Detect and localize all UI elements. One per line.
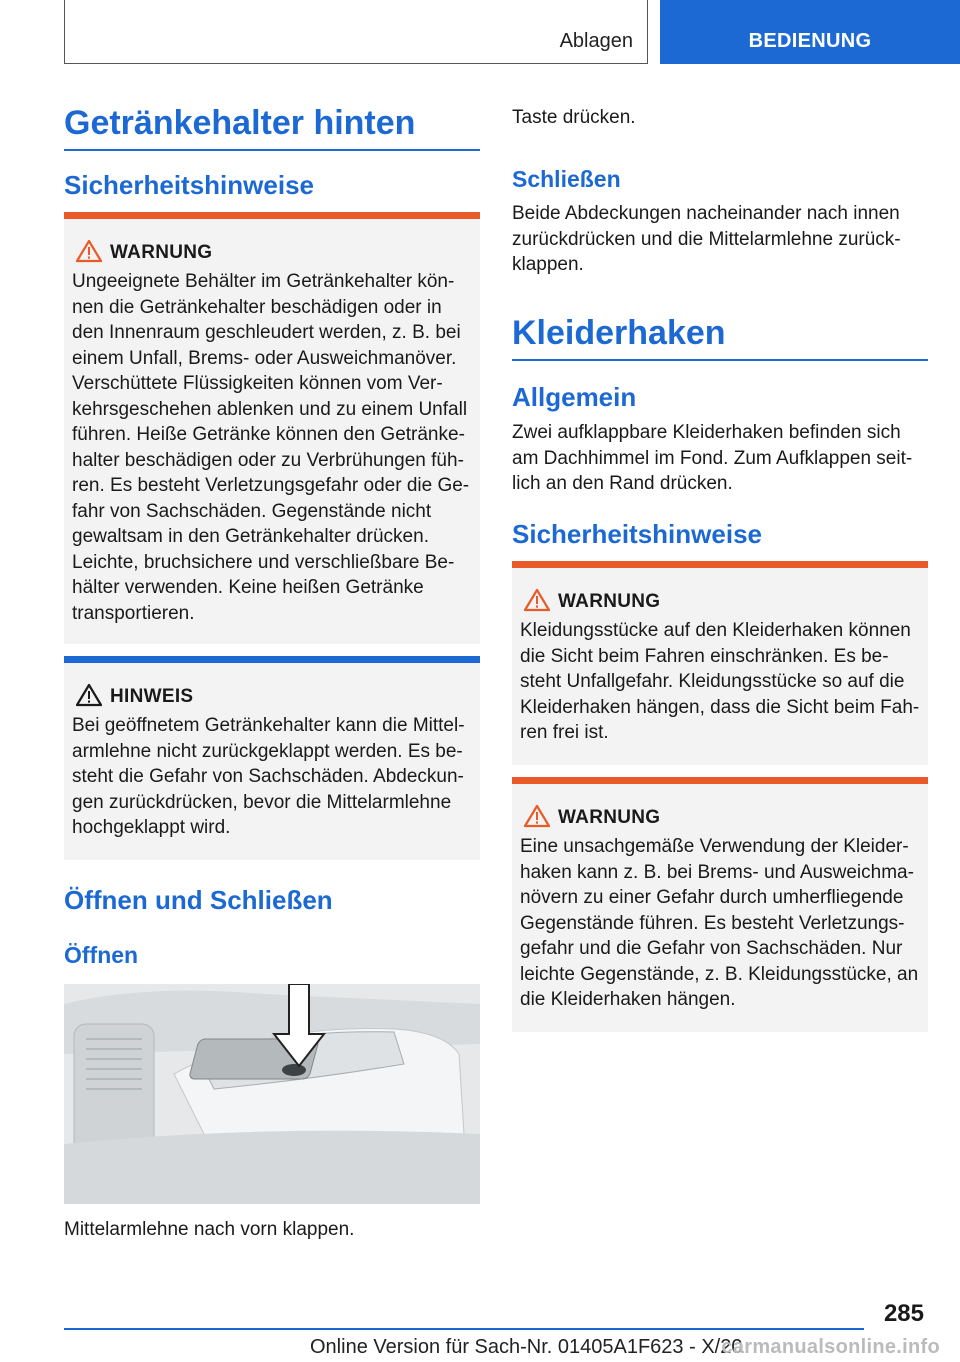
heading-open: Öffnen [64,942,139,968]
warning-text: Kleidungsstücke auf den Kleiderhaken können die Sicht beim Fahren einschränken. Es be- steht Unfallgefahr. Kleidungsstücke so auf die Kleiderhaken hängen, dass die Sicht beim Fah- ren frei ist. [520,620,920,743]
photo-caption: Mittelarmlehne nach vorn klappen. [64,1219,355,1240]
warning-box-cupholder [64,212,480,644]
warning-box-hooks-1 [512,561,928,765]
footer-online-version: Online Version für Sach-Nr. 01405A1F623 - X/20 [310,1336,743,1358]
footer-rule [64,1328,864,1330]
warning-triangle-icon [76,239,102,263]
warning-label: WARNUNG [110,242,213,263]
header-section-label: Ablagen [559,30,633,52]
watermark: carmanualsonline.info [721,1336,940,1358]
header-chapter-tab[interactable] [660,0,960,64]
notice-label: HINWEIS [110,686,194,707]
warning-label: WARNUNG [558,591,661,612]
title-rule-right [512,359,928,361]
warning-triangle-icon [524,804,550,828]
warning-text: Ungeeignete Behälter im Getränkehalter kön- nen die Getränkehalter beschädigen oder in den Innenraum geschleudert werden, z. B. bei einem Unfall, Brems- oder Ausweichmanöver. Verschüttete Flüssigkeiten können vom Ver- kehrsgeschehen ablenken und zu einem Unfall führen. Heiße Getränke können den Getränke- halter beschädigen oder zu Verbrühungen füh- ren. Es besteht Verletzungsgefahr oder die Ge- fahr von Sachschäden. Gegenstände nicht gewaltsam in den Getränkehalter drücken. Leichte, bruchsichere und verschließbare Be- hälter verwenden. Keine heißen Getränke transportieren. [72,271,470,624]
warning-triangle-icon [524,588,550,612]
warning-bar [64,212,480,219]
warning-bar [512,561,928,568]
page-title-getraenkehalter: Getränkehalter hinten [64,104,416,142]
notice-bar [64,656,480,663]
heading-safety-right: Sicherheitshinweise [512,519,762,549]
title-rule [64,149,480,151]
armrest-illustration [64,984,480,1204]
heading-close: Schließen [512,166,621,192]
heading-open-close: Öffnen und Schließen [64,885,333,915]
right-title-block [512,314,928,361]
heading-safety-left: Sicherheitshinweise [64,170,314,200]
warning-bar [512,777,928,784]
left-title-block [64,104,480,151]
close-text: Beide Abdeckungen nacheinander nach innen zurückdrücken und die Mittelarmlehne zurück- klappen. [512,203,901,275]
page-title-kleiderhaken: Kleiderhaken [512,314,726,352]
header-chapter-label: BEDIENUNG [748,30,872,52]
warning-text: Eine unsachgemäße Verwendung der Kleider- haken kann z. B. bei Brems- und Ausweichma- növern zu einer Gefahr durch umherfliegende Gegenstände führen. Es besteht Verletzungs- gefahr und die Gefahr von Sachschäden. Nur leichte Gegenstände, z. B. Kleidungsstücke, an die Kleiderhaken hängen. [520,836,919,1010]
page-number: 285 [883,1300,924,1327]
armrest-photo [64,984,480,1204]
warning-box-hooks-2 [512,777,928,1032]
general-text: Zwei aufklappbare Kleiderhaken befinden sich am Dachhimmel im Fond. Zum Aufklappen seit- lich an den Rand drücken. [512,422,913,494]
notice-box-armrest [64,656,480,860]
heading-general: Allgemein [512,382,637,412]
warning-label: WARNUNG [558,807,661,828]
intro-text: Taste drücken. [512,107,636,128]
notice-triangle-icon [76,683,102,707]
notice-text: Bei geöffnetem Getränkehalter kann die Mittel- armlehne nicht zurückgeklappt werden. Es be- steht die Gefahr von Sachschäden. Abdeckun- gen zurückdrücken, bevor die Mittelarmlehne hochgeklappt wird. [72,715,465,838]
header-section-box [64,0,648,64]
